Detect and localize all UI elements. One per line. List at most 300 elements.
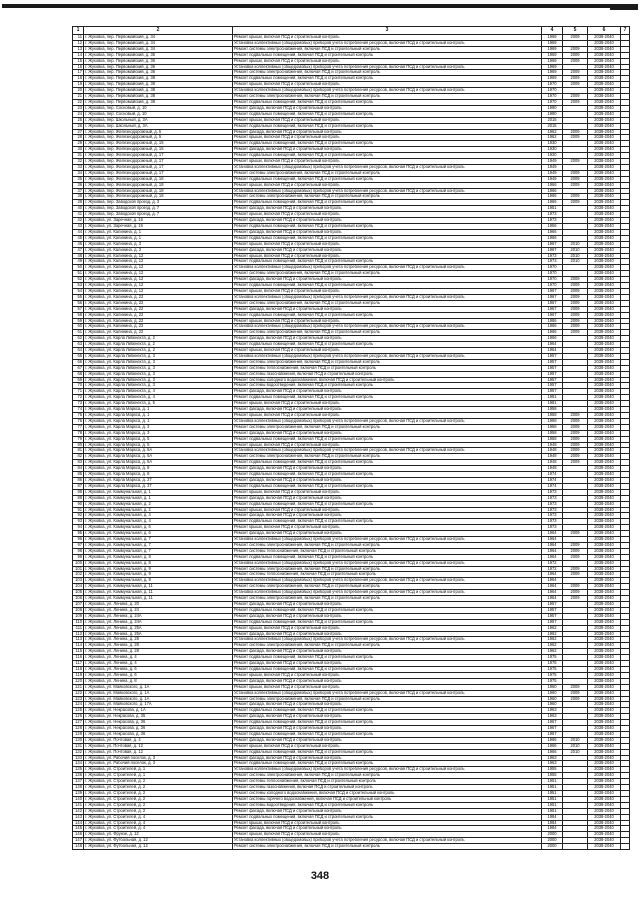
table-cell: Ремонт крыши, включая ПСД и строительный контроль <box>233 672 542 678</box>
table-cell: 2038-2040 <box>588 413 621 419</box>
table-cell: 59 <box>73 318 84 324</box>
table-cell: Ремонт подвальных помещений, включая ПСД и строительный контроль <box>233 483 542 489</box>
table-cell: Установка коллективных (общедомовых) приборов учета потребления ресурсов, включая ПСД и строительный контроль <box>233 164 542 170</box>
table-cell: г. Жуковка, ул. Заречная, д. 16 <box>84 218 233 224</box>
table-cell: 1957 <box>542 377 563 383</box>
table-cell: 2038-2040 <box>588 442 621 448</box>
table-cell: 20 <box>73 88 84 94</box>
table-cell: 76 <box>73 418 84 424</box>
table-cell: 141 <box>73 802 84 808</box>
table-cell: Ремонт подвальных помещений, включая ПСД и строительный контроль <box>233 395 542 401</box>
table-cell: 2038-2040 <box>588 448 621 454</box>
table-cell: 2038-2040 <box>588 785 621 791</box>
table-cell: 111 <box>73 625 84 631</box>
table-cell: Ремонт фасада, включая ПСД и строительный контроль <box>233 105 542 111</box>
table-cell: г. Жуковка, ул. Карла Либкнехта, д. 3 <box>84 365 233 371</box>
table-cell: 50 <box>73 265 84 271</box>
table-cell: 2009 <box>563 82 588 88</box>
table-cell: 1973 <box>542 513 563 519</box>
table-cell: 2015 <box>542 123 563 129</box>
table-cell: Ремонт крыши, включая ПСД и строительный контроль <box>233 241 542 247</box>
table-cell: г. Жуковка, ул. Некрасова, д. 36 <box>84 731 233 737</box>
table-cell: 1967 <box>542 247 563 253</box>
table-cell: Ремонт подвальных помещений, включая ПСД и строительный контроль <box>233 235 542 241</box>
table-cell: 37 <box>73 188 84 194</box>
table-cell: 1948 <box>542 466 563 472</box>
table-cell: 2015 <box>542 117 563 123</box>
table-cell: 1967 <box>542 720 563 726</box>
table-cell: 17 <box>73 70 84 76</box>
table-cell: Ремонт фасада, включая ПСД и строительный контроль <box>233 678 542 684</box>
table-cell: 19 <box>73 82 84 88</box>
table-cell: 114 <box>73 643 84 649</box>
table-cell: 1967 <box>542 731 563 737</box>
table-cell: Ремонт системы теплоснабжения, включая ПСД и строительный контроль <box>233 548 542 554</box>
table-cell: 2038-2040 <box>588 761 621 767</box>
table-cell: 113 <box>73 637 84 643</box>
table-cell: Ремонт фасада, включая ПСД и строительный контроль <box>233 702 542 708</box>
table-cell: Ремонт фасада, включая ПСД и строительный контроль <box>233 714 542 720</box>
table-cell: Ремонт фасада, включая ПСД и строительный контроль <box>233 631 542 637</box>
table-cell: 125 <box>73 708 84 714</box>
table-cell: г. Жуковка, пер. Первомайский, д. 38 <box>84 94 233 100</box>
table-cell: г. Жуковка, ул. Коммунальная, д. 7 <box>84 542 233 548</box>
table-cell: Ремонт крыши, включая ПСД и строительный контроль <box>233 832 542 838</box>
table-cell: 2038-2040 <box>588 170 621 176</box>
table-cell: Ремонт крыши, включая ПСД и строительный контроль <box>233 525 542 531</box>
table-cell: Ремонт подвальных помещений, включая ПСД и строительный контроль <box>233 76 542 82</box>
table-cell: 132 <box>73 749 84 755</box>
table-cell: 96 <box>73 537 84 543</box>
table-cell: Ремонт фасада, включая ПСД и строительный контроль <box>233 218 542 224</box>
table-cell: 2009 <box>563 135 588 141</box>
table-cell: г. Жуковка, ул. Коммунальная, д. 8 <box>84 554 233 560</box>
table-cell: 2000 <box>542 832 563 838</box>
table-cell: 140 <box>73 796 84 802</box>
table-cell: 45 <box>73 235 84 241</box>
table-cell: 1973 <box>542 259 563 265</box>
table-cell: Установка коллективных (общедомовых) приборов учета потребления ресурсов, включая ПСД и строительный контроль <box>233 448 542 454</box>
table-cell: 2038-2040 <box>588 489 621 495</box>
table-cell: Установка коллективных (общедомовых) приборов учета потребления ресурсов, включая ПСД и строительный контроль <box>233 64 542 70</box>
table-cell: Ремонт крыши, включая ПСД и строительный контроль <box>233 743 542 749</box>
table-cell: 1969 <box>542 58 563 64</box>
top-scan-bar <box>2 4 638 8</box>
table-cell: г. Жуковка, ул. Карла Маркса, д. 8 <box>84 466 233 472</box>
table-cell: 2038-2040 <box>588 182 621 188</box>
table-cell: 2009 <box>563 194 588 200</box>
table-cell: 1966 <box>542 182 563 188</box>
table-cell: 1949 <box>542 170 563 176</box>
table-cell: 25 <box>73 117 84 123</box>
table-cell: г. Жуковка, пер. Первомайский, д. 36 <box>84 52 233 58</box>
table-cell: 1973 <box>542 253 563 259</box>
table-cell: 1951 <box>542 785 563 791</box>
table-cell: 2009 <box>563 94 588 100</box>
table-cell: Ремонт крыши, включая ПСД и строительный контроль <box>233 348 542 354</box>
table-cell: 2009 <box>563 531 588 537</box>
table-cell: 1967 <box>542 288 563 294</box>
table-cell: 2038-2040 <box>588 690 621 696</box>
table-cell: г. Жуковка, ул. Коммунальная, д. 2 <box>84 507 233 513</box>
table-cell: 136 <box>73 773 84 779</box>
table-cell: г. Жуковка, ул. Маяковского, д. 17А <box>84 702 233 708</box>
header-cell: 6 <box>588 27 621 35</box>
table-cell: г. Жуковка, ул. Карла Маркса, д. 5А <box>84 460 233 466</box>
table-cell: 31 <box>73 153 84 159</box>
table-cell: г. Жуковка, пер. Первомайский, д. 34 <box>84 40 233 46</box>
table-cell: г. Жуковка, ул. Ленина, д. 8 <box>84 678 233 684</box>
table-cell: г. Жуковка, пер. Первомайский, д. 36 <box>84 58 233 64</box>
table-cell: 36 <box>73 182 84 188</box>
table-cell: Ремонт фасада, включая ПСД и строительный контроль <box>233 477 542 483</box>
table-cell: 128 <box>73 726 84 732</box>
table-cell: г. Жуковка, ул. Калинина, д. 3 <box>84 247 233 253</box>
table-cell: Ремонт системы электроснабжения, включая ПСД и строительный контроль <box>233 844 542 850</box>
table-cell: 2000 <box>542 838 563 844</box>
table-cell: 1955 <box>542 767 563 773</box>
table-cell: 48 <box>73 253 84 259</box>
table-cell: Ремонт системы теплоснабжения, включая ПСД и строительный контроль <box>233 365 542 371</box>
table-cell: 120 <box>73 678 84 684</box>
table-cell: 2038-2040 <box>588 702 621 708</box>
table-cell: 2038-2040 <box>588 796 621 802</box>
table-cell: 1960 <box>542 702 563 708</box>
table-cell: Ремонт фасада, включая ПСД и строительный контроль <box>233 808 542 814</box>
table-cell: 2038-2040 <box>588 283 621 289</box>
header-cell: 5 <box>563 27 588 35</box>
table-cell: Ремонт подвальных помещений, включая ПСД и строительный контроль <box>233 519 542 525</box>
table-cell: 2009 <box>563 324 588 330</box>
table-cell: 1955 <box>542 773 563 779</box>
table-cell: 2038-2040 <box>588 531 621 537</box>
table-cell: 144 <box>73 820 84 826</box>
table-cell: Ремонт системы электроснабжения, включая ПСД и строительный контроль <box>233 696 542 702</box>
table-cell: 2038-2040 <box>588 832 621 838</box>
table-cell: 1966 <box>542 737 563 743</box>
table-cell: 2009 <box>563 200 588 206</box>
table-cell: г. Жуковка, ул. Карла Либкнехта, д. 2 <box>84 336 233 342</box>
table-cell: Ремонт крыши, включая ПСД и строительный контроль <box>233 58 542 64</box>
table-cell: г. Жуковка, ул. Строителей, д. 2 <box>84 785 233 791</box>
table-cell: Ремонт крыши, включая ПСД и строительный контроль <box>233 35 542 41</box>
table-cell: 146 <box>73 832 84 838</box>
table-cell: 2038-2040 <box>588 743 621 749</box>
table-cell: г. Жуковка, ул. Карла Либкнехта, д. 3 <box>84 359 233 365</box>
table-cell: 1949 <box>542 159 563 165</box>
table-cell: Ремонт подвальных помещений, включая ПСД и строительный контроль <box>233 460 542 466</box>
table-cell: г. Жуковка, ул. Строителей, д. 4 <box>84 820 233 826</box>
table-cell: 2038-2040 <box>588 625 621 631</box>
table-cell: г. Жуковка, ул. Калинина, д. 12 <box>84 265 233 271</box>
table-cell: 22 <box>73 99 84 105</box>
table-cell: Ремонт крыши, включая ПСД и строительный контроль <box>233 413 542 419</box>
table-cell: Установка коллективных (общедомовых) приборов учета потребления ресурсов, включая ПСД и строительный контроль <box>233 637 542 643</box>
header-cell: 3 <box>233 27 542 35</box>
table-cell: 1964 <box>542 584 563 590</box>
table-cell: Ремонт фасада, включая ПСД и строительный контроль <box>233 737 542 743</box>
table-cell: 2038-2040 <box>588 383 621 389</box>
table-cell: 2009 <box>563 70 588 76</box>
table-cell: Установка коллективных (общедомовых) приборов учета потребления ресурсов, включая ПСД и строительный контроль <box>233 578 542 584</box>
table-cell: 2038-2040 <box>588 58 621 64</box>
table-cell: г. Жуковка, пер. Первомайский, д. 36 <box>84 70 233 76</box>
table-cell: 2009 <box>563 176 588 182</box>
table-cell: 61 <box>73 330 84 336</box>
table-cell: 1957 <box>542 389 563 395</box>
table-cell: 88 <box>73 489 84 495</box>
table-cell: 81 <box>73 448 84 454</box>
header-cell: 4 <box>542 27 563 35</box>
table-cell: Ремонт фасада, включая ПСД и строительный контроль <box>233 389 542 395</box>
table-cell: г. Жуковка, ул. Заречная, д. 16 <box>84 224 233 230</box>
table-cell: 2038-2040 <box>588 519 621 525</box>
table-cell: г. Жуковка, пер. Заводской проезд, д. 7 <box>84 212 233 218</box>
table-cell: 2038-2040 <box>588 105 621 111</box>
table-cell: 89 <box>73 495 84 501</box>
table-cell: 51 <box>73 271 84 277</box>
table-cell: г. Жуковка, ул. Калинина, д. 12 <box>84 271 233 277</box>
table-cell: Ремонт крыши, включая ПСД и строительный контроль <box>233 212 542 218</box>
table-cell: г. Жуковка, пер. Железнодорожный, д. 5 <box>84 129 233 135</box>
table-cell: 71 <box>73 389 84 395</box>
table-cell: Ремонт подвальных помещений, включая ПСД и строительный контроль <box>233 436 542 442</box>
table-cell: Ремонт фасада, включая ПСД и строительный контроль <box>233 129 542 135</box>
table-cell: Ремонт подвальных помещений, включая ПСД и строительный контроль <box>233 607 542 613</box>
table-cell: 2038-2040 <box>588 637 621 643</box>
table-cell: Ремонт крыши, включая ПСД и строительный контроль <box>233 253 542 259</box>
table-cell: 2038-2040 <box>588 330 621 336</box>
table-cell: г. Жуковка, ул. Калинина, д. 3 <box>84 241 233 247</box>
table-cell: 2038-2040 <box>588 454 621 460</box>
table-cell: г. Жуковка, ул. Футбольная, д. 12 <box>84 838 233 844</box>
table-cell: 1962 <box>542 631 563 637</box>
table-cell: Ремонт подвальных помещений, включая ПСД и строительный контроль <box>233 312 542 318</box>
table-cell: 80 <box>73 442 84 448</box>
table-cell: 2038-2040 <box>588 602 621 608</box>
table-cell: 2010 <box>563 247 588 253</box>
table-cell: 87 <box>73 483 84 489</box>
table-cell: г. Жуковка, ул. Карла Либкнехта, д. 4 <box>84 389 233 395</box>
table-cell: 1962 <box>542 649 563 655</box>
table-cell: 2009 <box>563 584 588 590</box>
table-cell: г. Жуковка, пер. Железнодорожный, д. 17 <box>84 164 233 170</box>
table-cell: г. Жуковка, ул. Карла Либкнехта, д. 3 <box>84 377 233 383</box>
table-cell: 1975 <box>542 661 563 667</box>
table-cell: 2038-2040 <box>588 513 621 519</box>
table-cell: 2038-2040 <box>588 353 621 359</box>
table-cell: 86 <box>73 477 84 483</box>
table-cell: 92 <box>73 513 84 519</box>
table-cell: Ремонт системы электроснабжения, включая ПСД и строительный контроль <box>233 643 542 649</box>
table-cell: 1975 <box>542 678 563 684</box>
table-cell: г. Жуковка, пер. Заводской проезд, д. 7 <box>84 206 233 212</box>
table-cell: 1951 <box>542 791 563 797</box>
table-cell: Ремонт системы водоотведения, включая ПСД и строительный контроль <box>233 802 542 808</box>
table-cell: Ремонт подвальных помещений, включая ПСД и строительный контроль <box>233 619 542 625</box>
table-cell: 1981 <box>542 401 563 407</box>
table-cell: г. Жуковка, ул. Карла Либкнехта, д. 5 <box>84 401 233 407</box>
table-cell: 2038-2040 <box>588 483 621 489</box>
table-cell: 2038-2040 <box>588 430 621 436</box>
table-cell: Ремонт подвальных помещений, включая ПСД и строительный контроль <box>233 814 542 820</box>
table-cell: 1973 <box>542 495 563 501</box>
table-cell: Ремонт подвальных помещений, включая ПСД и строительный контроль <box>233 259 542 265</box>
table-cell: 1970 <box>542 265 563 271</box>
table-cell: 65 <box>73 353 84 359</box>
table-cell: 2038-2040 <box>588 365 621 371</box>
table-cell: 122 <box>73 690 84 696</box>
table-cell: Ремонт фасада, включая ПСД и строительный контроль <box>233 229 542 235</box>
table-cell: г. Жуковка, пер. Железнодорожный, д. 18 <box>84 194 233 200</box>
table-cell: 1957 <box>542 365 563 371</box>
table-cell: Ремонт системы электроснабжения, включая ПСД и строительный контроль <box>233 300 542 306</box>
table-cell: Ремонт системы электроснабжения, включая ПСД и строительный контроль <box>233 584 542 590</box>
table-cell: Ремонт системы холодного водоснабжения, включая ПСД и строительный контроль <box>233 791 542 797</box>
table-cell: 2038-2040 <box>588 708 621 714</box>
table-cell: г. Жуковка, ул. Калинина, д. 1 <box>84 235 233 241</box>
table-cell: 1964 <box>542 348 563 354</box>
table-cell: 2038-2040 <box>588 802 621 808</box>
table-cell: 26 <box>73 123 84 129</box>
table-cell: Ремонт системы электроснабжения, включая ПСД и строительный контроль <box>233 359 542 365</box>
table-cell: Установка коллективных (общедомовых) приборов учета потребления ресурсов, включая ПСД и строительный контроль <box>233 690 542 696</box>
table-cell: 1957 <box>542 383 563 389</box>
table-cell: 118 <box>73 666 84 672</box>
table-cell: Ремонт системы электроснабжения, включая ПСД и строительный контроль <box>233 170 542 176</box>
table-cell: 2009 <box>563 696 588 702</box>
table-cell: 1973 <box>542 507 563 513</box>
table-cell: 2009 <box>563 300 588 306</box>
table-cell: 1970 <box>542 277 563 283</box>
table-cell: 2038-2040 <box>588 548 621 554</box>
table-cell: 77 <box>73 424 84 430</box>
table-cell: 2038-2040 <box>588 666 621 672</box>
table-cell: г. Жуковка, ул. Карла Маркса, д. 5А <box>84 454 233 460</box>
table-cell: 1966 <box>542 743 563 749</box>
table-cell: 1958 <box>542 407 563 413</box>
header-cell: 7 <box>621 27 630 35</box>
table-cell: 1964 <box>542 554 563 560</box>
table-cell: Ремонт системы газоснабжения, включая ПСД и строительный контроль <box>233 785 542 791</box>
table-cell: 104 <box>73 584 84 590</box>
table-cell: Ремонт подвальных помещений, включая ПСД и строительный контроль <box>233 501 542 507</box>
table-cell: 126 <box>73 714 84 720</box>
table-cell: г. Жуковка, ул. Некрасова, д. 1А <box>84 708 233 714</box>
table-cell: 105 <box>73 590 84 596</box>
table-cell: 110 <box>73 619 84 625</box>
table-cell: 1973 <box>542 489 563 495</box>
table-cell: 39 <box>73 200 84 206</box>
table-cell: г. Жуковка, ул. Калинина, д. 22 <box>84 300 233 306</box>
table-cell: 1958 <box>542 424 563 430</box>
table-cell: 57 <box>73 306 84 312</box>
table-cell: 1963 <box>542 761 563 767</box>
table-cell: г. Жуковка, ул. Ленина, д. 6 <box>84 672 233 678</box>
table-cell: 2009 <box>563 454 588 460</box>
table-cell: 2009 <box>563 572 588 578</box>
table-cell: Ремонт системы электроснабжения, включая ПСД и строительный контроль <box>233 596 542 602</box>
table-cell-empty <box>621 844 630 850</box>
table-cell: Установка коллективных (общедомовых) приборов учета потребления ресурсов, включая ПСД и строительный контроль <box>233 324 542 330</box>
table-cell: 1970 <box>542 283 563 289</box>
table-cell: 29 <box>73 141 84 147</box>
table-cell: 1967 <box>542 726 563 732</box>
table-cell: 68 <box>73 371 84 377</box>
table-cell: 1981 <box>542 395 563 401</box>
table-cell: 47 <box>73 247 84 253</box>
table-cell: г. Жуковка, ул. Коммунальная, д. 7 <box>84 548 233 554</box>
table-cell: г. Жуковка, ул. Калинина, д. 22 <box>84 318 233 324</box>
table-cell: 2009 <box>563 35 588 41</box>
table-cell: г. Жуковка, ул. Ленина, д. 25А <box>84 631 233 637</box>
table-cell: Ремонт системы электроснабжения, включая ПСД и строительный контроль <box>233 46 542 52</box>
table-cell: г. Жуковка, ул. Ленина, д. 4 <box>84 661 233 667</box>
table-cell: 2038-2040 <box>588 359 621 365</box>
table-cell: 1948 <box>542 448 563 454</box>
table-row <box>73 844 630 850</box>
table-cell: 2009 <box>563 46 588 52</box>
table-cell: 1964 <box>542 596 563 602</box>
table-cell: 1966 <box>542 336 563 342</box>
table-cell: 2038-2040 <box>588 820 621 826</box>
table-cell: г. Жуковка, ул. Почтовая, д. 12 <box>84 743 233 749</box>
table-cell: 2009 <box>563 182 588 188</box>
table-cell: Ремонт системы электроснабжения, включая ПСД и строительный контроль <box>233 271 542 277</box>
table-cell: 12 <box>73 40 84 46</box>
table-cell: Ремонт подвальных помещений, включая ПСД и строительный контроль <box>233 52 542 58</box>
table-cell: 2009 <box>563 170 588 176</box>
table-cell: г. Жуковка, ул. Строителей, д. 4 <box>84 814 233 820</box>
table-cell: 2009 <box>563 436 588 442</box>
table-cell: 2038-2040 <box>588 436 621 442</box>
table-cell: Ремонт фасада, включая ПСД и строительный контроль <box>233 602 542 608</box>
table-cell: г. Жуковка, ул. Маяковского, д. 1А <box>84 696 233 702</box>
table-cell: Ремонт крыши, включая ПСД и строительный контроль <box>233 117 542 123</box>
table-cell: 94 <box>73 525 84 531</box>
table-cell: 1984 <box>542 814 563 820</box>
table-cell: Установка коллективных (общедомовых) приборов учета потребления ресурсов, включая ПСД и строительный контроль <box>233 767 542 773</box>
table-cell: 1966 <box>542 188 563 194</box>
table-cell: 2038-2040 <box>588 631 621 637</box>
table-cell: 98 <box>73 548 84 554</box>
table-cell: Ремонт фасада, включая ПСД и строительный контроль <box>233 495 542 501</box>
table-cell: г. Жуковка, пер. Первомайский, д. 34 <box>84 35 233 41</box>
table-cell: Ремонт подвальных помещений, включая ПСД и строительный контроль <box>233 708 542 714</box>
table-cell: Установка коллективных (общедомовых) приборов учета потребления ресурсов, включая ПСД и строительный контроль <box>233 537 542 543</box>
table-cell: 2009 <box>563 76 588 82</box>
table-cell: 2038-2040 <box>588 755 621 761</box>
table-cell: Установка коллективных (общедомовых) приборов учета потребления ресурсов, включая ПСД и строительный контроль <box>233 418 542 424</box>
table-cell: 60 <box>73 324 84 330</box>
table-cell: г. Жуковка, ул. Коммунальная, д. 1 <box>84 489 233 495</box>
table-cell: г. Жуковка, ул. Карла Либкнехта, д. 3 <box>84 383 233 389</box>
table-cell: 2038-2040 <box>588 348 621 354</box>
table-cell: 1958 <box>542 413 563 419</box>
table-cell: 145 <box>73 826 84 832</box>
table-cell: Ремонт системы теплоснабжения, включая ПСД и строительный контроль <box>233 779 542 785</box>
table-cell: 1975 <box>542 655 563 661</box>
table-cell: 119 <box>73 672 84 678</box>
table-cell: 2009 <box>563 418 588 424</box>
table-cell: г. Жуковка, ул. Ленина, д. 4 <box>84 655 233 661</box>
table-cell: 137 <box>73 779 84 785</box>
table-cell: г. Жуковка, ул. Карла Маркса, д. 8 <box>84 472 233 478</box>
table-cell: 2009 <box>563 684 588 690</box>
table-cell: 2038-2040 <box>588 560 621 566</box>
table-cell: Ремонт подвальных помещений, включая ПСД и строительный контроль <box>233 99 542 105</box>
table-cell: 103 <box>73 578 84 584</box>
